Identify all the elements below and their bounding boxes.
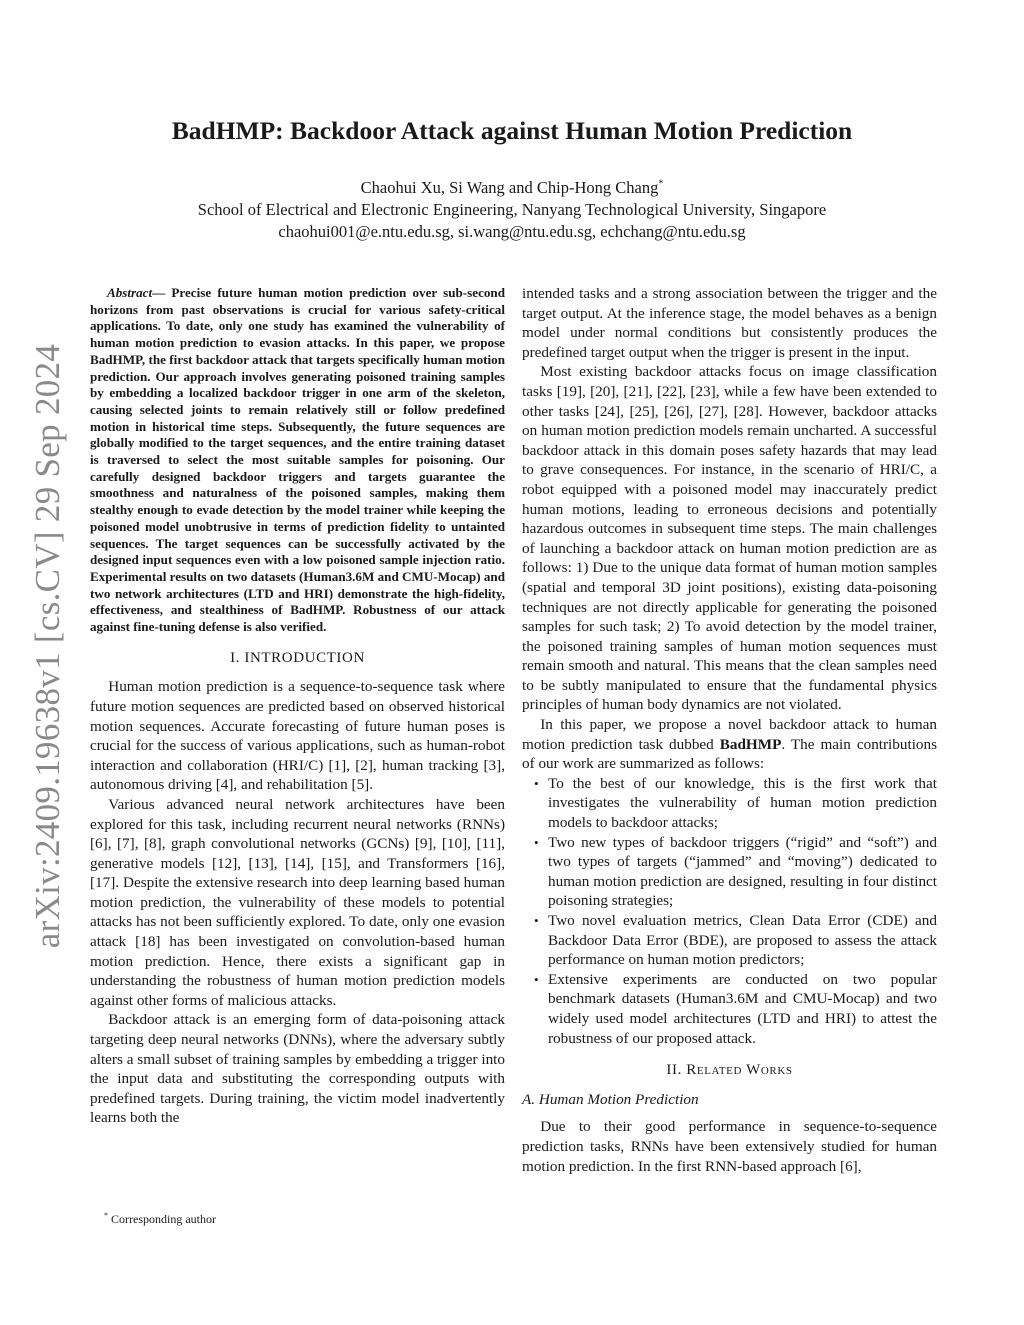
left-column xyxy=(90,285,505,1128)
intro-paragraph-3: Backdoor attack is an emerging form of data-poisoning attack targeting deep neural networks (DNNs), where the adversary subtly alters a small subset of training samples by embedding a trigger into the input data and substituting the corresponding outputs with predefined targets. During training, the victim model inadvertently learns both the xyxy=(90,1011,505,1127)
intro-paragraph-5 xyxy=(522,715,937,774)
author-emails: chaohui001@e.ntu.edu.sg, si.wang@ntu.edu.sg, echchang@ntu.edu.sg xyxy=(278,222,746,241)
intro-paragraph-3-continued: intended tasks and a strong association between the trigger and the target output. At the inference stage, the model behaves as a benign model under normal conditions but consistently produces the predefined target output when the trigger is present in the input. xyxy=(522,285,937,361)
contribution-item: • Two new types of backdoor triggers (“rigid” and “soft”) and two types of targets (“jammed” and “moving”) dedicated to human motion prediction are designed, resulting in four distinct poisoning strategies; xyxy=(522,833,937,911)
intro-p5-pre: In this paper, we propose a novel backdoor attack to human motion prediction task dubbed xyxy=(522,716,937,753)
footnote-text: Corresponding author xyxy=(108,1212,216,1226)
arxiv-identifier-text: arXiv:2409.19638v1 [cs.CV] 29 Sep 2024 xyxy=(28,343,67,949)
related-heading-text: Related Works xyxy=(686,1062,793,1079)
abstract-dash: — xyxy=(152,285,172,300)
contribution-item: • Two novel evaluation metrics, Clean Data Error (CDE) and Backdoor Data Error (BDE), are proposed to assess the attack performance on human motion predictors; xyxy=(522,911,937,970)
subsection-heading: A. Human Motion Prediction xyxy=(522,1090,699,1108)
related-heading xyxy=(522,1061,937,1081)
intro-p5-bold: BadHMP xyxy=(719,735,782,753)
footnote xyxy=(104,1211,216,1227)
intro-heading: I. INTRODUCTION xyxy=(230,649,365,666)
footnote-mark: * xyxy=(104,1211,108,1220)
intro-paragraph-4: Most existing backdoor attacks focus on image classification tasks [19], [20], [21], [22], [23], while a few have been extended to other tasks [24], [25], [26], [27], [28]. However, backdoor attacks on human motion prediction models remain uncharted. A successful backdoor attack in this domain poses safety hazards that may lead to grave consequences. For instance, in the scenario of HRI/C, a robot equipped with a poisoned model may inaccurately predict human motions, leading to erroneous decisions and potentially hazardous outcomes in subsequent time steps. The main challenges of launching a backdoor attack on human motion prediction are as follows: 1) Due to the unique data format of human motion samples (spatial and temporal 3D joint positions), existing data-poisoning techniques are not directly applicable for generating the poisoned samples for such task; 2) To avoid detection by the model trainer, the poisoned training samples of human motion sequences must remain smooth and natural. This means that the clean samples need to be subtly manipulated to ensure that the fundamental physics principles of human body dynamics are not violated. xyxy=(522,363,937,714)
abstract-text: Precise future human motion prediction over sub-second horizons from past observations is crucial for various safety-critical applications. To date, only one study has examined the vulnerability of human motion prediction to evasion attacks. In this paper, we propose BadHMP, the first backdoor attack that targets specifically human motion prediction. Our approach involves generating poisoned training samples by embedding a localized backdoor trigger in one arm of the skeleton, causing selected joints to remain relatively still or follow predefined motion in historical time steps. Subsequently, the future sequences are globally modified to the target sequences, and the entire training dataset is traversed to select the most suitable samples for poisoning. Our carefully designed backdoor triggers and targets guarantee the smoothness and naturalness of the poisoned samples, making them stealthy enough to evade detection by the model trainer while keeping the poisoned model unobtrusive in terms of prediction fidelity to untainted sequences. The target sequences can be successfully activated by the designed input sequences even with a low poisoned sample injection ratio. Experimental results on two datasets (Human3.6M and CMU-Mocap) and two network architectures (LTD and HRI) demonstrate the high-fidelity, effectiveness, and stealthiness of BadHMP. Robustness of our attack against fine-tuning defense is also verified. xyxy=(90,285,505,635)
author-affiliation: School of Electrical and Electronic Engineering, Nanyang Technological University, Singapore xyxy=(197,200,827,219)
intro-paragraph-1: Human motion prediction is a sequence-to-sequence task where future motion sequences are predicted based on observed historical motion sequences. Accurate forecasting of future human poses is crucial for the success of various applications, such as human-robot interaction and collaboration (HRI/C) [1], [2], human tracking [3], autonomous driving [4], and rehabilitation [5]. xyxy=(90,678,505,794)
corresponding-mark: * xyxy=(658,178,664,190)
paper-title: BadHMP: Backdoor Attack against Human Motion Prediction xyxy=(171,116,853,145)
related-heading-num: II. xyxy=(666,1062,682,1079)
contributions-list xyxy=(522,774,937,1048)
abstract-label: Abstract xyxy=(107,285,153,300)
related-paragraph-1: Due to their good performance in sequence-to-sequence prediction tasks, RNNs have been extensively studied for human motion prediction. In the first RNN-based approach [6], xyxy=(522,1118,937,1175)
contribution-item: • To the best of our knowledge, this is the first work that investigates the vulnerability of human motion prediction models to backdoor attacks; xyxy=(522,774,937,833)
intro-paragraph-2: Various advanced neural network architectures have been explored for this task, including recurrent neural networks (RNNs) [6], [7], [8], graph convolutional networks (GCNs) [9], [10], [11], generative models [12], [13], [14], [15], and Transformers [16], [17]. Despite the extensive research into deep learning based human motion prediction, the vulnerability of these models to potential attacks has not been sufficiently explored. To date, only one evasion attack [18] has been investigated on convolution-based human motion prediction. Hence, there exists a significant gap in understanding the robustness of human motion prediction models against other forms of malicious attacks. xyxy=(90,795,505,1009)
contribution-item: • Extensive experiments are conducted on two popular benchmark datasets (Human3.6M and CMU-Mocap) and two widely used model architectures (LTD and HRI) to attest the robustness of our proposed attack. xyxy=(522,970,937,1048)
author-names-text: Chaohui Xu, Si Wang and Chip-Hong Chang xyxy=(360,178,659,197)
author-names xyxy=(0,178,1024,198)
abstract xyxy=(90,285,505,636)
intro-p5-post: . The main contributions of our work are summarized as follows: xyxy=(522,735,938,773)
right-column xyxy=(522,284,937,1176)
